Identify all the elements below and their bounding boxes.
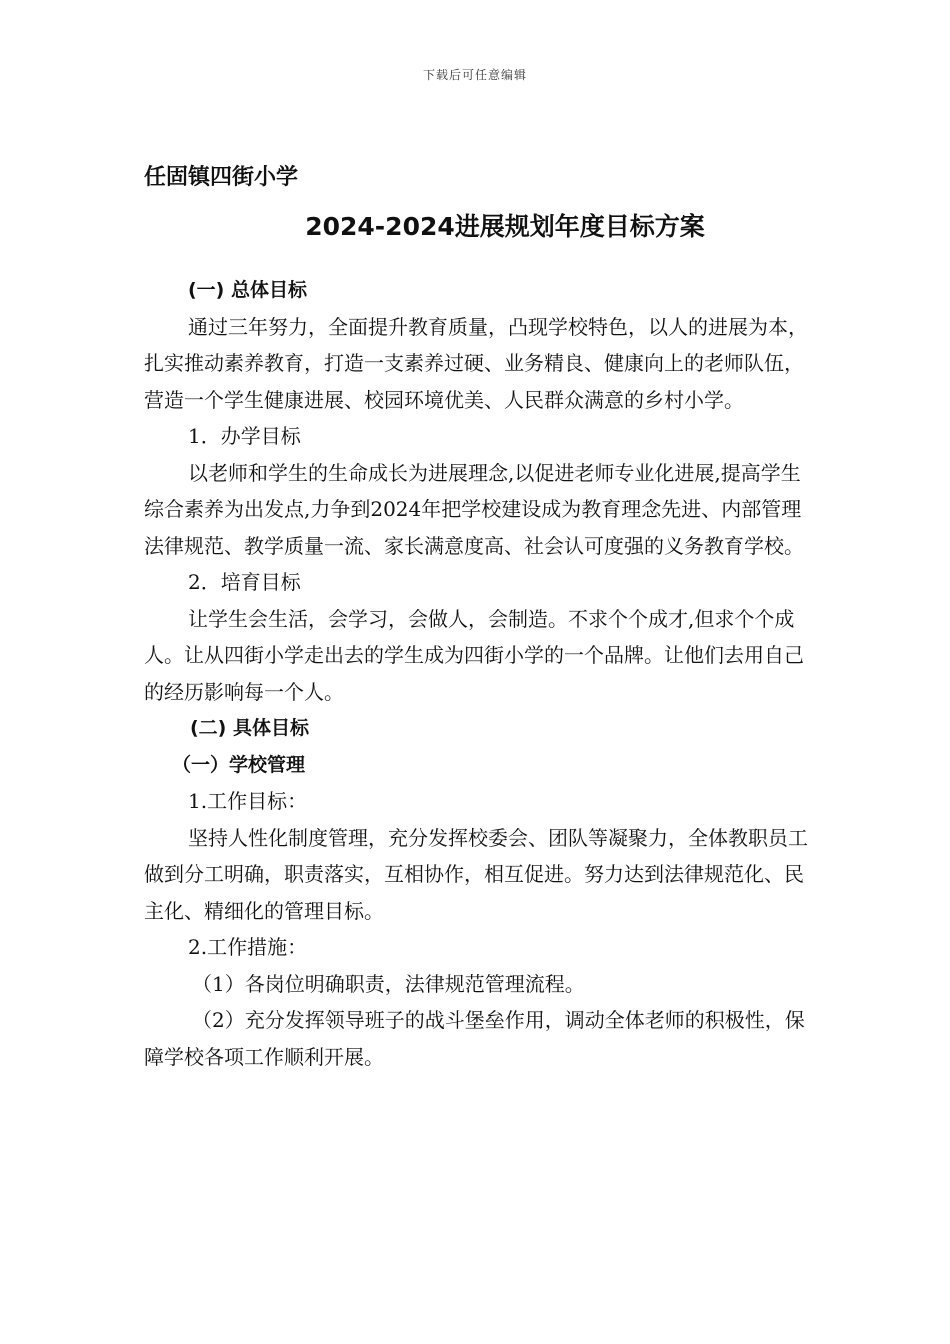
school-name: 任固镇四街小学 bbox=[144, 165, 299, 190]
subheading-school-management: （一）学校管理 bbox=[172, 753, 306, 776]
header-note: 下载后可任意编辑 bbox=[422, 68, 527, 82]
measure-item-2: （2）充分发挥领导班子的战斗堡垒作用，调动全体老师的积极性，保障学校各项工作顺利开展。 bbox=[144, 1008, 805, 1069]
item-training-goal: 2．培育目标 bbox=[188, 570, 301, 594]
item-work-goal: 1.工作目标： bbox=[188, 789, 308, 813]
item-work-measures: 2.工作措施： bbox=[188, 935, 308, 959]
paragraph-overall: 通过三年努力，全面提升教育质量，凸现学校特色，以人的进展为本，扎实推动素养教育，打造一支素养过硬、业务精良、健康向上的老师队伍，营造一个学生健康进展、校园环境优美、人民群众满意的乡村小学。 bbox=[144, 314, 808, 412]
paragraph-school-goal: 以老师和学生的生命成长为进展理念,以促进老师专业化进展,提高学生综合素养为出发点,力争到2024年把学校建设成为教育理念先进、内部管理法律规范、教学质量一流、家长满意度高、社会认可度强的义务教育学校。 bbox=[144, 460, 804, 558]
measure-item-1: （1）各岗位明确职责，法律规范管理流程。 bbox=[192, 971, 585, 996]
document-title: 2024-2024进展规划年度目标方案 bbox=[305, 212, 705, 241]
paragraph-work-goal: 坚持人性化制度管理，充分发挥校委会、团队等凝聚力，全体教职员工做到分工明确，职责落实，互相协作，相互促进。努力达到法律规范化、民主化、精细化的管理目标。 bbox=[144, 825, 808, 923]
section-heading-overall: (一) 总体目标 bbox=[188, 279, 307, 301]
item-school-goal: 1．办学目标 bbox=[188, 424, 301, 448]
document-body bbox=[144, 272, 808, 1075]
section-heading-specific: (二) 具体目标 bbox=[190, 717, 309, 739]
paragraph-training-goal: 让学生会生活，会学习，会做人，会制造。不求个个成才,但求个个成人。让从四街小学走出去的学生成为四街小学的一个品牌。让他们去用自己的经历影响每一个人。 bbox=[144, 606, 804, 704]
